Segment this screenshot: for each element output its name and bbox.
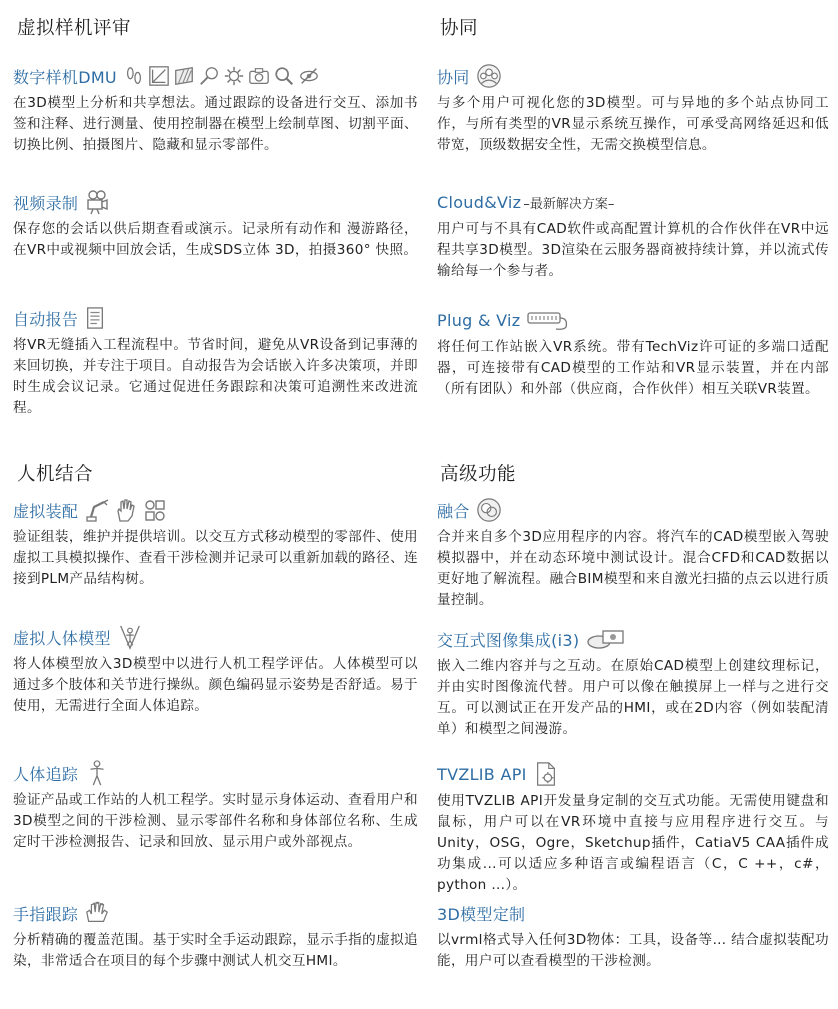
item-title-custom: 3D模型定制	[437, 904, 526, 924]
pen-icon	[198, 65, 220, 87]
item-desc-cloud: 用户可与不具有CAD软件或高配置计算机的合作伙伴在VR中远程共享3D模型。3D渲染在云服务器商被持续计算，并以流式传输给每一个参与者。	[437, 221, 829, 279]
item-desc-video: 保存您的会话以供后期查看或演示。记录所有动作和 漫游路径，在VR中或视频中回放会话，生成SDS立体 3D，拍摄360° 快照。	[13, 221, 418, 258]
item-manikin	[13, 622, 418, 717]
manikin-icon	[117, 624, 143, 650]
item-desc-assembly: 验证组装，维护并提供培训。以交互方式移动模型的零部件、使用虚拟工具模拟操作、查看干涉检测并记录可以重新加载的路径、连接到PLM产品结构树。	[13, 529, 418, 587]
item-title-fusion: 融合	[437, 501, 470, 521]
section-title-human: 人机结合	[17, 464, 94, 485]
hide-icon	[298, 65, 320, 87]
group-icon	[476, 63, 502, 89]
item-desc-plug: 将任何工作站嵌入VR系统。带有TechViz许可证的多端口适配器，可连接带有CAD模型的工作站和VR显示装置，并在内部（所有团队）和外部（供应商，合作伙伴）相互关联VR装置。	[437, 339, 829, 397]
item-title-report: 自动报告	[13, 309, 79, 329]
item-i3	[437, 624, 829, 740]
item-title-manikin: 虚拟人体模型	[13, 628, 111, 648]
body-tracking-icon	[84, 760, 110, 786]
item-title-finger: 手指跟踪	[13, 904, 79, 924]
item-finger	[13, 898, 418, 972]
item-desc-collab: 与多个用户可视化您的3D模型。可与异地的多个站点协同工作，与所有类型的VR显示系统互操作，可承受高网络延迟和低带宽，顶级数据安全性，无需交换模型信息。	[437, 95, 829, 153]
fusion-icon	[476, 497, 502, 523]
api-doc-icon	[533, 761, 559, 787]
finger-icon	[84, 900, 110, 926]
item-dmu	[13, 61, 418, 156]
item-title-cloud: Cloud&Viz	[437, 192, 522, 212]
dmu-tool-icons	[123, 65, 320, 87]
hand-icon	[113, 497, 139, 523]
item-plug	[437, 305, 829, 400]
item-body	[13, 758, 418, 853]
item-desc-report: 将VR无缝插入工程流程中。节省时间，避免从VR设备到记事薄的来回切换，并专注于项目。自动报告为会话嵌入许多决策项，并即时生成会议记录。它通过促进任务跟踪和决策可追溯性来改进流程。	[13, 337, 418, 416]
item-title-video: 视频录制	[13, 193, 79, 213]
item-desc-custom: 以vrml格式导入任何3D物体：工具，设备等… 结合虚拟装配功能，用户可以查看模型的干涉检测。	[437, 932, 829, 969]
section-title-advanced: 高级功能	[440, 464, 517, 485]
measure-icon	[148, 65, 170, 87]
parts-icon	[142, 497, 168, 523]
item-title-collab: 协同	[437, 67, 470, 87]
report-icon	[84, 307, 106, 329]
item-desc-i3: 嵌入二维内容并与之互动。在原始CAD模型上创建纹理标记，并由实时图像流代替。用户可以像在触摸屏上一样与之进行交互。可以测试正在开发产品的HMI，或在2D内容（例如装配清单）和模型之间漫游。	[437, 658, 829, 737]
hatch-plane-icon	[173, 65, 195, 87]
item-desc-fusion: 合并来自多个3D应用程序的内容。将汽车的CAD模型嵌入驾驶模拟器中，并在动态环境中测试设计。混合CFD和CAD数据以更好地了解流程。融合BIM模型和来自激光扫描的点云以进行质量控制。	[437, 529, 829, 608]
item-video	[13, 187, 418, 261]
item-title-body: 人体追踪	[13, 764, 79, 784]
image-stack-icon	[585, 628, 629, 650]
camera-icon	[248, 65, 270, 87]
video-camera-icon	[84, 189, 110, 215]
item-custom	[437, 898, 829, 972]
robot-arm-icon	[84, 497, 110, 523]
item-title-dmu: 数字样机DMU	[13, 67, 117, 87]
item-title-i3: 交互式图像集成(i3)	[437, 630, 580, 650]
item-desc-dmu: 在3D模型上分析和共享想法。通过跟踪的设备进行交互、添加书签和注释、进行测量、使用控制器在模型上绘制草图、切割平面、切换比例、拍摄图片、隐藏和显示零部件。	[13, 95, 418, 153]
gear-icon	[223, 65, 245, 87]
item-collab	[437, 61, 829, 156]
search-icon	[273, 65, 295, 87]
item-desc-tvzlib: 使用TVZLIB API开发量身定制的交互式功能。无需使用键盘和鼠标，用户可以在VR环境中直接与应用程序进行交互。与Unity，OSG，Ogre，Sketchup插件，CatiaV5 CAA插件成功集成...可以适应多种语言或编程语言（C，C ++，c#，python ...）。	[437, 793, 829, 893]
item-subtitle-cloud: –最新解决方案–	[523, 196, 615, 212]
item-tvzlib	[437, 759, 829, 896]
item-title-tvzlib: TVZLIB API	[437, 764, 527, 784]
item-assembly	[13, 495, 418, 590]
item-report	[13, 303, 418, 419]
item-cloud	[437, 187, 829, 282]
item-desc-body: 验证产品或工作站的人机工程学。实时显示身体运动、查看用户和3D模型之间的干涉检测、显示零部件名称和身体部位名称、生成定时干涉检测报告、记录和回放、显示用户或外部视点。	[13, 792, 418, 850]
item-desc-finger: 分析精确的覆盖范围。基于实时全手运动跟踪，显示手指的虚拟追染，非常适合在项目的每个步骤中测试人机交互HMI。	[13, 932, 418, 969]
section-title-vr-review: 虚拟样机评审	[17, 18, 132, 39]
item-fusion	[437, 495, 829, 611]
plug-adapter-icon	[526, 309, 570, 331]
section-title-collab: 协同	[440, 18, 479, 39]
item-title-plug: Plug & Viz	[437, 310, 521, 330]
footprints-icon	[123, 65, 145, 87]
assembly-icons	[84, 497, 168, 523]
item-desc-manikin: 将人体模型放入3D模型中以进行人机工程学评估。人体模型可以通过多个肢体和关节进行操纵。颜色编码显示姿势是否舒适。易于使用，无需进行全面人体追踪。	[13, 656, 418, 714]
item-title-assembly: 虚拟装配	[13, 501, 79, 521]
